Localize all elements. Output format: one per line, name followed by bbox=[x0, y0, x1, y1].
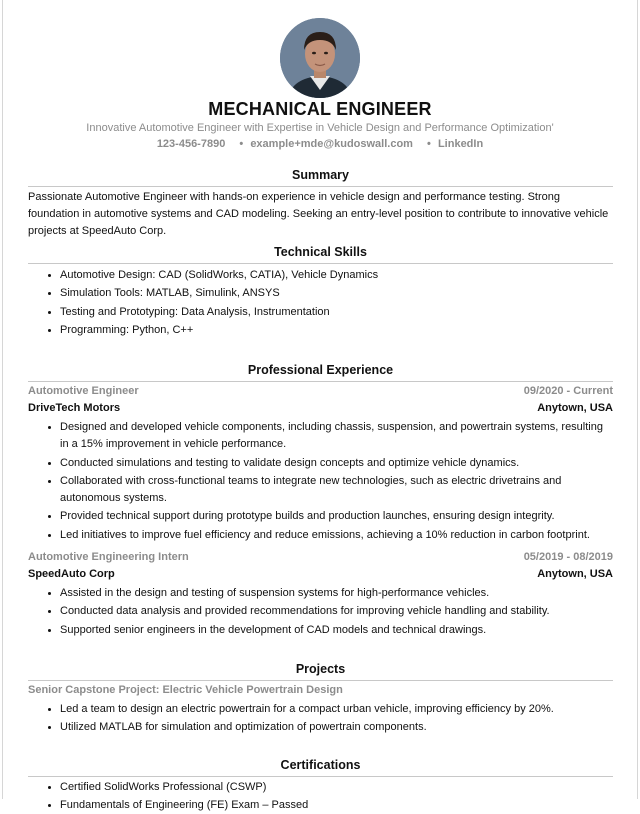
list-item: • Assisted in the design and testing of suspension systems for high-performance vehicles. bbox=[60, 585, 613, 602]
list-item: • Conducted data analysis and provided recommendations for improving vehicle handling and stability. bbox=[60, 603, 613, 620]
job-header bbox=[28, 383, 613, 400]
list-item: • Fundamentals of Engineering (FE) Exam – Passed bbox=[60, 797, 613, 814]
tagline: Innovative Automotive Engineer with Expertise in Vehicle Design and Performance Optimization' bbox=[86, 122, 554, 134]
list-item: • Certified SolidWorks Professional (CSWP) bbox=[60, 779, 613, 796]
job-company-row bbox=[28, 400, 613, 417]
project-name: Senior Capstone Project: Electric Vehicle Powertrain Design bbox=[28, 683, 343, 696]
project-bullets bbox=[28, 701, 613, 736]
list-item: • Led initiatives to improve fuel efficiency and reduce emissions, achieving a 10% reduction in carbon footprint. bbox=[60, 527, 613, 544]
list-item: • Conducted simulations and testing to validate design concepts and optimize vehicle dynamics. bbox=[60, 455, 613, 472]
job-role: Automotive Engineering Intern bbox=[28, 550, 189, 563]
contact-line bbox=[3, 137, 637, 151]
job-bullets bbox=[28, 419, 613, 544]
page-title: MECHANICAL ENGINEER bbox=[208, 99, 432, 119]
job-entry bbox=[28, 549, 613, 639]
certifications-heading: Certifications bbox=[28, 758, 613, 777]
profile-photo bbox=[280, 18, 360, 98]
email-link[interactable]: example+mde@kudoswall.com bbox=[250, 138, 413, 150]
skills-list bbox=[28, 267, 613, 339]
summary-text: Passionate Automotive Engineer with hands-on experience in vehicle design and performance testing. Strong foundation in automotive systems and CAD modeling. Seeking an entry-level position to contribute to innovative vehicle projects at SpeedAuto Corp. bbox=[28, 191, 609, 237]
job-dates: 09/2020 - Current bbox=[523, 385, 613, 398]
project-header bbox=[28, 682, 613, 699]
job-company-row bbox=[28, 566, 613, 583]
resume-page bbox=[2, 0, 638, 812]
bullet-separator: • bbox=[239, 138, 244, 150]
job-location: Anytown, USA bbox=[537, 567, 613, 580]
list-item: • Led a team to design an electric powertrain for a compact urban vehicle, improving efficiency by 20%. bbox=[60, 701, 613, 718]
list-item: • Supported senior engineers in the development of CAD models and technical drawings. bbox=[60, 622, 613, 639]
summary-heading: Summary bbox=[28, 168, 613, 187]
projects-heading: Projects bbox=[28, 662, 613, 681]
job-entry bbox=[28, 383, 613, 544]
resume-body bbox=[3, 168, 637, 814]
job-location: Anytown, USA bbox=[537, 402, 613, 415]
skills-heading: Technical Skills bbox=[28, 245, 613, 264]
job-bullets bbox=[28, 585, 613, 639]
list-item: • Automotive Design: CAD (SolidWorks, CATIA), Vehicle Dynamics bbox=[60, 267, 613, 284]
bullet-separator: • bbox=[427, 138, 431, 150]
experience-heading: Professional Experience bbox=[28, 363, 613, 382]
job-company: DriveTech Motors bbox=[28, 402, 121, 415]
list-item: • Utilized MATLAB for simulation and optimization of powertrain components. bbox=[60, 719, 613, 736]
list-item: • Designed and developed vehicle components, including chassis, suspension, and powertrain systems, resulting in a 15% improvement in vehicle performance. bbox=[60, 419, 613, 453]
phone-number: 123-456-7890 bbox=[156, 138, 226, 150]
certifications-list bbox=[28, 779, 613, 814]
list-item: • Testing and Prototyping: Data Analysis, Instrumentation bbox=[60, 304, 613, 321]
linkedin-link[interactable]: LinkedIn bbox=[437, 138, 484, 150]
list-item: • Provided technical support during prototype builds and production launches, ensuring design integrity. bbox=[60, 508, 613, 525]
list-item: • Simulation Tools: MATLAB, Simulink, ANSYS bbox=[60, 285, 613, 302]
resume-header bbox=[3, 0, 637, 151]
list-item: • Collaborated with cross-functional teams to integrate new technologies, such as electric drivetrains and autonomous systems. bbox=[60, 473, 613, 507]
job-dates: 05/2019 - 08/2019 bbox=[523, 550, 613, 563]
list-item: • Programming: Python, C++ bbox=[60, 322, 613, 339]
job-role: Automotive Engineer bbox=[28, 385, 139, 398]
job-company: SpeedAuto Corp bbox=[28, 567, 115, 580]
job-header bbox=[28, 549, 613, 566]
